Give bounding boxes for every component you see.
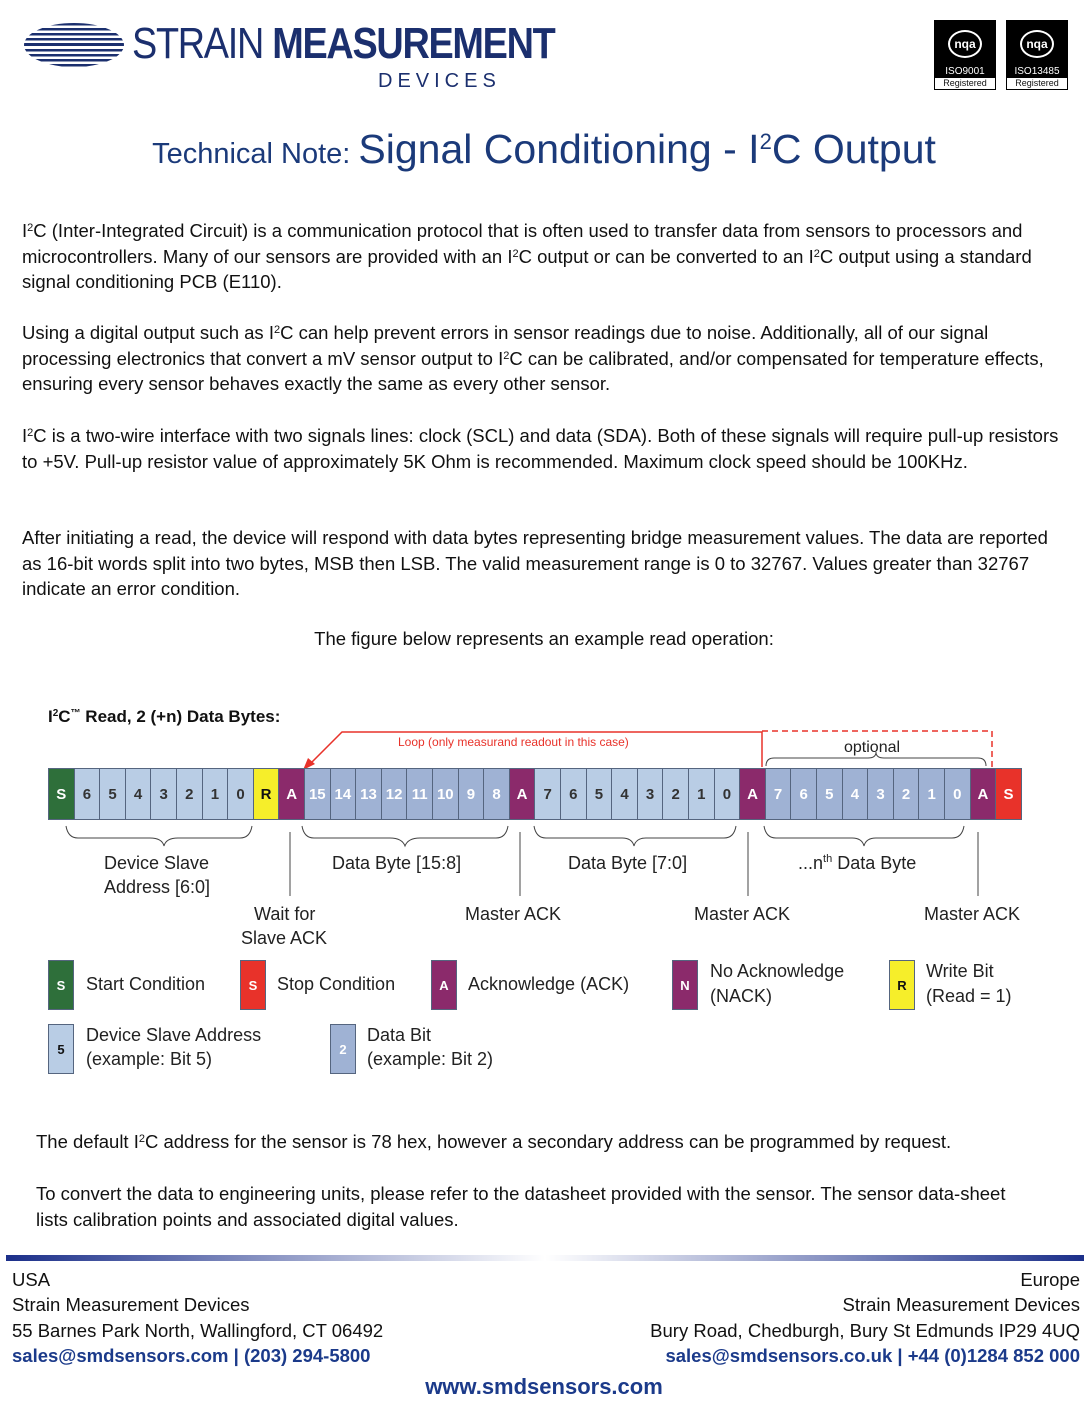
bit-cell-data: 7 [765,768,792,820]
bit-cell-addr: 5 [586,768,613,820]
iso9001-cert-badge: nqa ISO9001 Registered [934,20,996,90]
legend-start-label: Start Condition [86,974,206,994]
bit-cell-data: 0 [944,768,971,820]
master-ack-label-3: Master ACK [924,904,1021,924]
data-byte-hi-label: Data Byte [15:8] [332,853,462,873]
legend-ack-label: Acknowledge (ACK) [468,974,630,994]
bit-cell-data: 6 [790,768,817,820]
brand-subtitle: DEVICES [378,70,501,92]
data-byte-lo-label: Data Byte [7:0] [568,853,688,873]
bit-cell-addr: 3 [150,768,177,820]
legend-data-label-2: (example: Bit 2) [367,1049,494,1069]
bit-cell-data: 15 [304,768,331,820]
footer-usa-contact-link[interactable]: sales@smdsensors.com | (203) 294-5800 [12,1345,371,1366]
legend-data-label-1: Data Bit [367,1025,432,1045]
slave-address-label-2: Address [6:0] [104,877,211,897]
bit-cell-addr: 3 [637,768,664,820]
legend-nack-label-1: No Acknowledge [710,961,845,981]
page-title: Technical Note: Signal Conditioning - $I^2C$ Output [152,126,936,172]
footer-usa-company: Strain Measurement Devices [12,1294,250,1315]
bit-cell-data: 3 [867,768,894,820]
legend-stop-swatch: S [240,960,266,1010]
wait-ack-label-1: Wait for [254,904,316,924]
intro-paragraph: $I^2C$ (Inter-Integrated Circuit) is a communication protocol that is often used to transfer data from sensors to processors and microcontrollers. Many of our sensors are provided with an $I^2C$ output or can be converted to an $I^2C$ output using a standard signal conditioning PCB (E110). [22,220,1032,292]
footer-usa-region: USA [12,1269,51,1290]
bit-cell-addr: 1 [688,768,715,820]
legend-ack-swatch: A [431,960,457,1010]
footer-europe-company: Strain Measurement Devices [842,1294,1080,1315]
legend-address-label-1: Device Slave Address [86,1025,262,1045]
bit-cell-data: 2 [893,768,920,820]
diagram-title: $I^2C™$ Read, 2 (+n) Data Bytes: [48,707,281,726]
legend-nack-swatch: N [672,960,698,1010]
bit-cell-ack: A [509,768,536,820]
bit-cell-data: 10 [432,768,459,820]
legend-nack-label-2: (NACK) [710,986,772,1006]
bit-cell-data: 8 [483,768,510,820]
bit-cell-data: 13 [355,768,382,820]
legend-read-bit-swatch: R [889,960,915,1010]
bit-cell-data: 11 [406,768,433,820]
legend-address-swatch: 5 [48,1024,74,1074]
wait-ack-label-2: Slave ACK [241,928,328,948]
bit-cell-data: 14 [330,768,357,820]
bit-cell-ack: A [278,768,305,820]
bit-cell-r: R [253,768,280,820]
footer-usa-address: 55 Barnes Park North, Wallingford, CT 06492 [12,1320,384,1341]
bit-cell-addr: 1 [202,768,229,820]
footer-divider [0,1254,1088,1264]
figure-caption: The figure below represents an example read operation: [314,628,774,649]
bit-cell-addr: 5 [99,768,126,820]
interface-paragraph: $I^2C$ is a two-wire interface with two signals lines: clock (SCL) and data (SDA). Both of these signals will require pull-up resistors to +5V. Pull-up resistor value of approximately 5K Ohm is recommended. Maximum clock speed should be 100KHz. [22,425,1059,472]
master-ack-label-2: Master ACK [694,904,791,924]
legend-address-label-2: (example: Bit 5) [86,1049,213,1069]
bit-cell-addr: 6 [560,768,587,820]
website-link[interactable]: www.smdsensors.com [425,1374,663,1399]
legend-read-bit-label-1: Write Bit [926,961,994,981]
footer-europe-contact-link[interactable]: sales@smdsensors.co.uk | +44 (0)1284 852 000 [665,1345,1080,1366]
bit-cell-stop: S [995,768,1022,820]
bit-cell-addr: 2 [662,768,689,820]
optional-label: optional [844,739,901,756]
master-ack-label-1: Master ACK [465,904,562,924]
digital-output-paragraph: Using a digital output such as $I^2C$ can help prevent errors in sensor readings due to noise. Additionally, all of our signal processing electronics that convert a mV sensor output to $I^2C$ can be calibrated, and/or compensated for temperature effects, ensuring every sensor behaves exactly the same as every other sensor. [22,322,1044,394]
bit-cell-addr: 4 [611,768,638,820]
footer-europe-address: Bury Road, Chedburgh, Bury St Edmunds IP29 4UQ [650,1320,1080,1341]
bit-cell-addr: 0 [714,768,741,820]
bit-cell-data: 1 [918,768,945,820]
legend-start-swatch: S [48,960,74,1010]
bit-cell-ack: A [970,768,997,820]
loop-label: Loop (only measurand readout in this case) [398,735,629,749]
bit-cell-data: 9 [458,768,485,820]
legend-read-bit-label-2: (Read = 1) [926,986,1012,1006]
bit-cell-data: 12 [381,768,408,820]
iso13485-cert-badge: nqa ISO13485 Registered [1006,20,1068,90]
legend-data-swatch: 2 [330,1024,356,1074]
bit-cell-data: 4 [842,768,869,820]
bit-cell-addr: 7 [534,768,561,820]
slave-address-label-1: Device Slave [104,853,210,873]
footer-europe-region: Europe [1020,1269,1080,1290]
bit-cell-ack: A [739,768,766,820]
default-address-paragraph: The default $I^2C$ address for the sensor is 78 hex, however a secondary address can be programmed by request. [36,1131,952,1152]
bit-cell-addr: 0 [227,768,254,820]
legend-stop-label: Stop Condition [277,974,396,994]
data-format-paragraph: After initiating a read, the device will respond with data bytes representing bridge measurement values. The data are reported as 16-bit words split into two bytes, MSB then LSB. The valid measurement range is 0 to 32767. Values greater than 32767 indicate an error condition. [22,527,1048,599]
bit-cell-data: 5 [816,768,843,820]
bit-cell-addr: 4 [125,768,152,820]
brand-name: STRAIN MEASUREMENT [132,19,555,68]
bit-cell-addr: 2 [176,768,203,820]
bit-cell-addr: 6 [74,768,101,820]
nth-data-byte-label: $...n^{th}$ Data Byte [798,853,917,873]
conversion-paragraph: To convert the data to engineering units, please refer to the datasheet provided with the sensor. The sensor data-sheet lists calibration points and associated digital values. [36,1183,1006,1230]
bit-cell-start: S [48,768,75,820]
